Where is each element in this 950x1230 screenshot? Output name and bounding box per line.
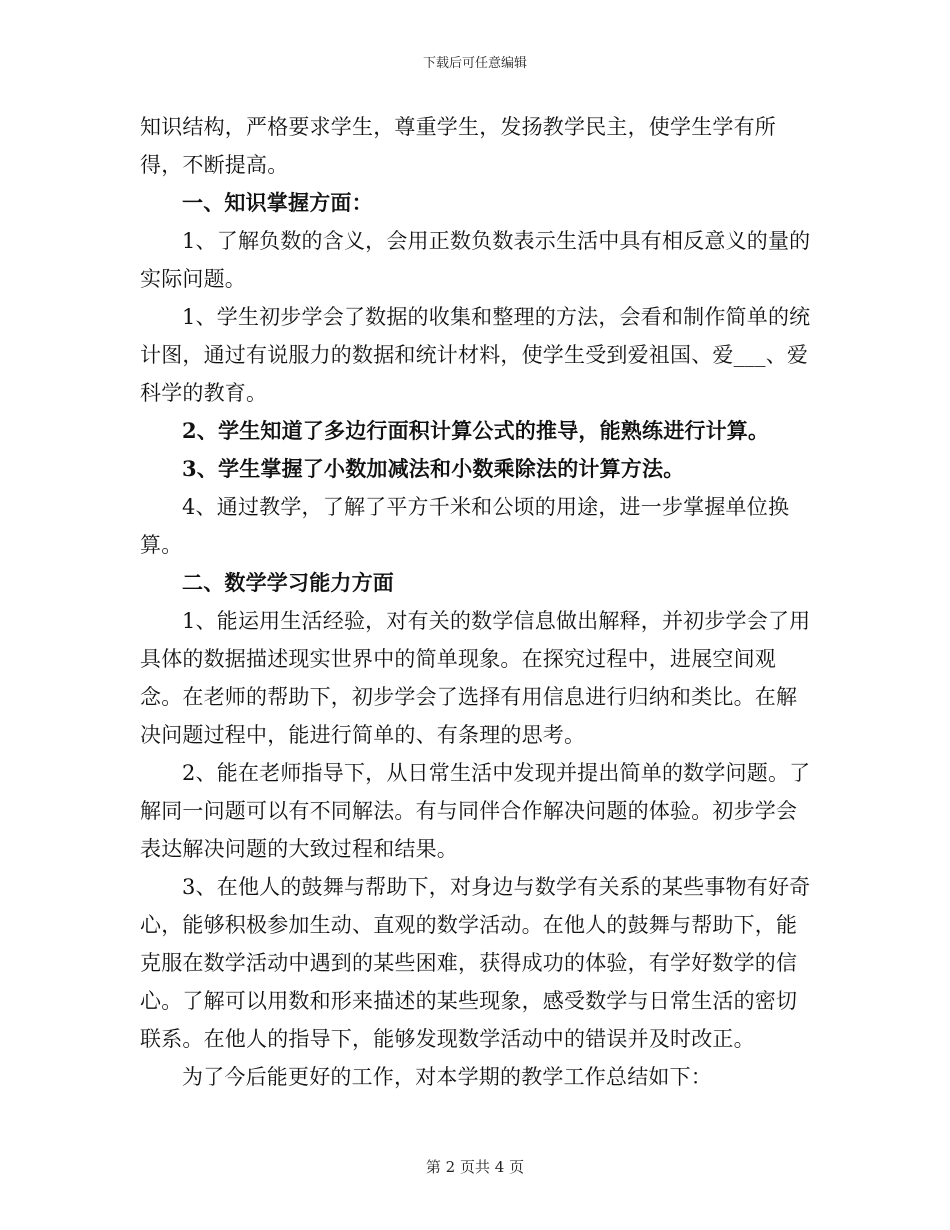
page-footer: 第 2 页共 4 页: [425, 1158, 525, 1176]
paragraph-knowledge-3: 3、学生掌握了小数加减法和小数乘除法的计算方法。: [182, 456, 685, 481]
paragraph-summary-lead: 为了今后能更好的工作，对本学期的教学工作总结如下：: [182, 1065, 712, 1089]
paragraph-ability-1: 1、能运用生活经验，对有关的数学信息做出解释，并初步学会了用具体的数据描述现实世界中的简单现象。在探究过程中，进展空间观念。在老师的帮助下，初步学会了选择有用信息进行归纳和类比。在解决问题过程中，能进行简单的、有条理的思考。: [140, 609, 811, 747]
section-heading-ability: 二、数学学习能力方面: [182, 570, 394, 595]
paragraph-intro-continued: 知识结构，严格要求学生，尊重学生，发扬教学民主，使学生学有所得，不断提高。: [140, 115, 776, 177]
paragraph-knowledge-1: 1、了解负数的含义，会用正数负数表示生活中具有相反意义的量的实际问题。: [140, 229, 811, 291]
page-header: 下载后可任意编辑: [422, 56, 527, 71]
paragraph-knowledge-2: 2、学生知道了多边行面积计算公式的推导，能熟练进行计算。: [182, 418, 770, 443]
paragraph-knowledge-1b: 1、学生初步学会了数据的收集和整理的方法，会看和制作简单的统计图，通过有说服力的数据和统计材料，使学生受到爱祖国、爱___、爱科学的教育。: [140, 305, 811, 405]
section-heading-knowledge: 一、知识掌握方面：: [182, 190, 373, 215]
document-body: [140, 108, 816, 1096]
paragraph-ability-3: 3、在他人的鼓舞与帮助下，对身边与数学有关系的某些事物有好奇心，能够积极参加生动、直观的数学活动。在他人的鼓舞与帮助下，能克服在数学活动中遇到的某些困难，获得成功的体验，有学好数学的信心。了解可以用数和形来描述的某些现象，感受数学与日常生活的密切联系。在他人的指导下，能够发现数学活动中的错误并及时改正。: [140, 875, 811, 1051]
paragraph-ability-2: 2、能在老师指导下，从日常生活中发现并提出简单的数学问题。了解同一问题可以有不同解法。有与同伴合作解决问题的体验。初步学会表达解决问题的大致过程和结果。: [140, 761, 811, 861]
paragraph-knowledge-4: 4、通过教学，了解了平方千米和公顷的用途，进一步掌握单位换算。: [140, 495, 790, 557]
